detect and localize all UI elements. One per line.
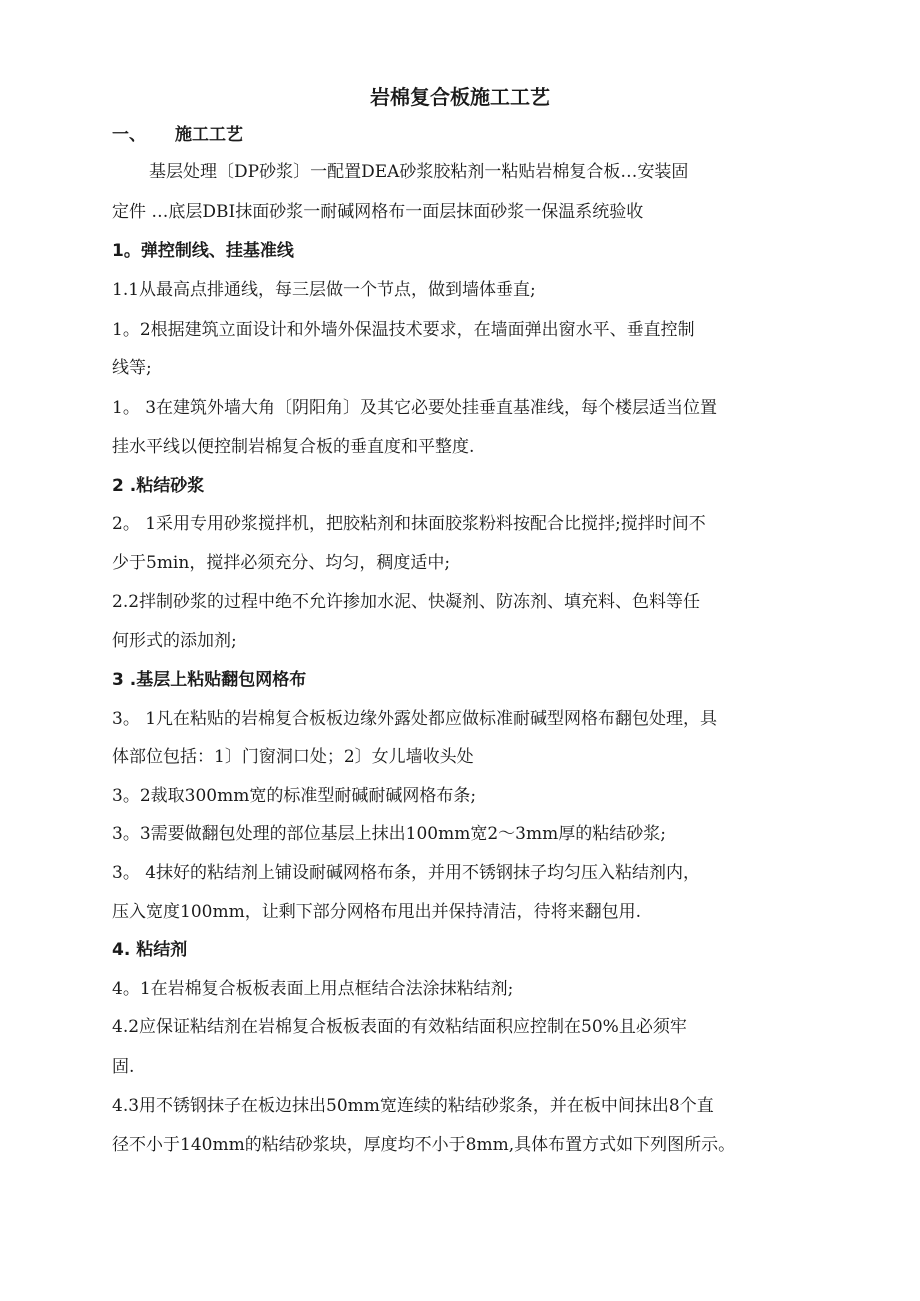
page-title: 岩棉复合板施工工艺	[370, 85, 550, 109]
paragraph-1-1: 1.1从最高点排通线，每三层做一个节点，做到墙体垂直;	[112, 280, 536, 300]
heading-3: 3 .基层上粘贴翻包网格布	[112, 670, 307, 690]
section-title: 施工工艺	[175, 125, 243, 145]
paragraph-2-2-line: 2.2拌制砂浆的过程中绝不允许掺加水泥、快凝剂、防冻剂、填充料、色料等任	[112, 592, 701, 612]
paragraph-3-3: 3。3需要做翻包处理的部位基层上抹出100mm宽2～3mm厚的粘结砂浆;	[112, 824, 666, 844]
paragraph-3-4-line: 3。 4抹好的粘结剂上铺设耐碱网格布条，并用不锈钢抹子均匀压入粘结剂内，	[112, 863, 701, 883]
paragraph-4-2-line: 4.2应保证粘结剂在岩棉复合板板表面的有效粘结面积应控制在50%且必须牢	[112, 1017, 687, 1037]
paragraph-4-1: 4。1在岩棉复合板板表面上用点框结合法涂抹粘结剂;	[112, 979, 514, 999]
paragraph-3-2: 3。2裁取300mm宽的标准型耐碱耐碱网格布条;	[112, 786, 477, 806]
paragraph-4-3-line: 4.3用不锈钢抹子在板边抹出50mm宽连续的粘结砂浆条，并在板中间抹出8个直	[112, 1096, 714, 1116]
intro-line: 定件 …底层DBI抹面砂浆一耐碱网格布一面层抹面砂浆一保温系统验收	[112, 202, 644, 222]
paragraph-1-2-line: 线等;	[112, 358, 152, 378]
paragraph-2-1-line: 2。 1采用专用砂浆搅拌机，把胶粘剂和抹面胶浆粉料按配合比搅拌;搅拌时间不	[112, 514, 706, 534]
paragraph-4-2-line: 固.	[112, 1057, 135, 1077]
paragraph-4-3-line: 径不小于140mm的粘结砂浆块，厚度均不小于8mm,具体布置方式如下列图所示。	[112, 1135, 736, 1155]
paragraph-2-2-line: 何形式的添加剂;	[112, 631, 237, 651]
paragraph-2-1-line: 少于5min，搅拌必须充分、均匀，稠度适中;	[112, 553, 451, 573]
paragraph-1-2-line: 1。2根据建筑立面设计和外墙外保温技术要求，在墙面弹出窗水平、垂直控制	[112, 320, 695, 340]
paragraph-3-4-line: 压入宽度100mm，让剩下部分网格布甩出并保持清洁，待将来翻包用.	[112, 902, 642, 922]
paragraph-1-3-line: 1。 3在建筑外墙大角〔阴阳角〕及其它必要处挂垂直基准线，每个楼层适当位置	[112, 398, 718, 418]
intro-line: 基层处理〔DP砂浆〕一配置DEA砂浆胶粘剂一粘贴岩棉复合板…安装固	[149, 162, 689, 182]
section-number: 一、	[112, 125, 146, 145]
paragraph-3-1-line: 3。 1凡在粘贴的岩棉复合板板边缘外露处都应做标准耐碱型网格布翻包处理，具	[112, 709, 718, 729]
heading-1: 1。弹控制线、挂基准线	[112, 241, 294, 261]
heading-2: 2 .粘结砂浆	[112, 476, 205, 496]
paragraph-3-1-line: 体部位包括：1〕门窗洞口处；2〕女儿墙收头处	[112, 747, 474, 767]
heading-4: 4. 粘结剂	[112, 940, 188, 960]
paragraph-1-3-line: 挂水平线以便控制岩棉复合板的垂直度和平整度.	[112, 437, 475, 457]
